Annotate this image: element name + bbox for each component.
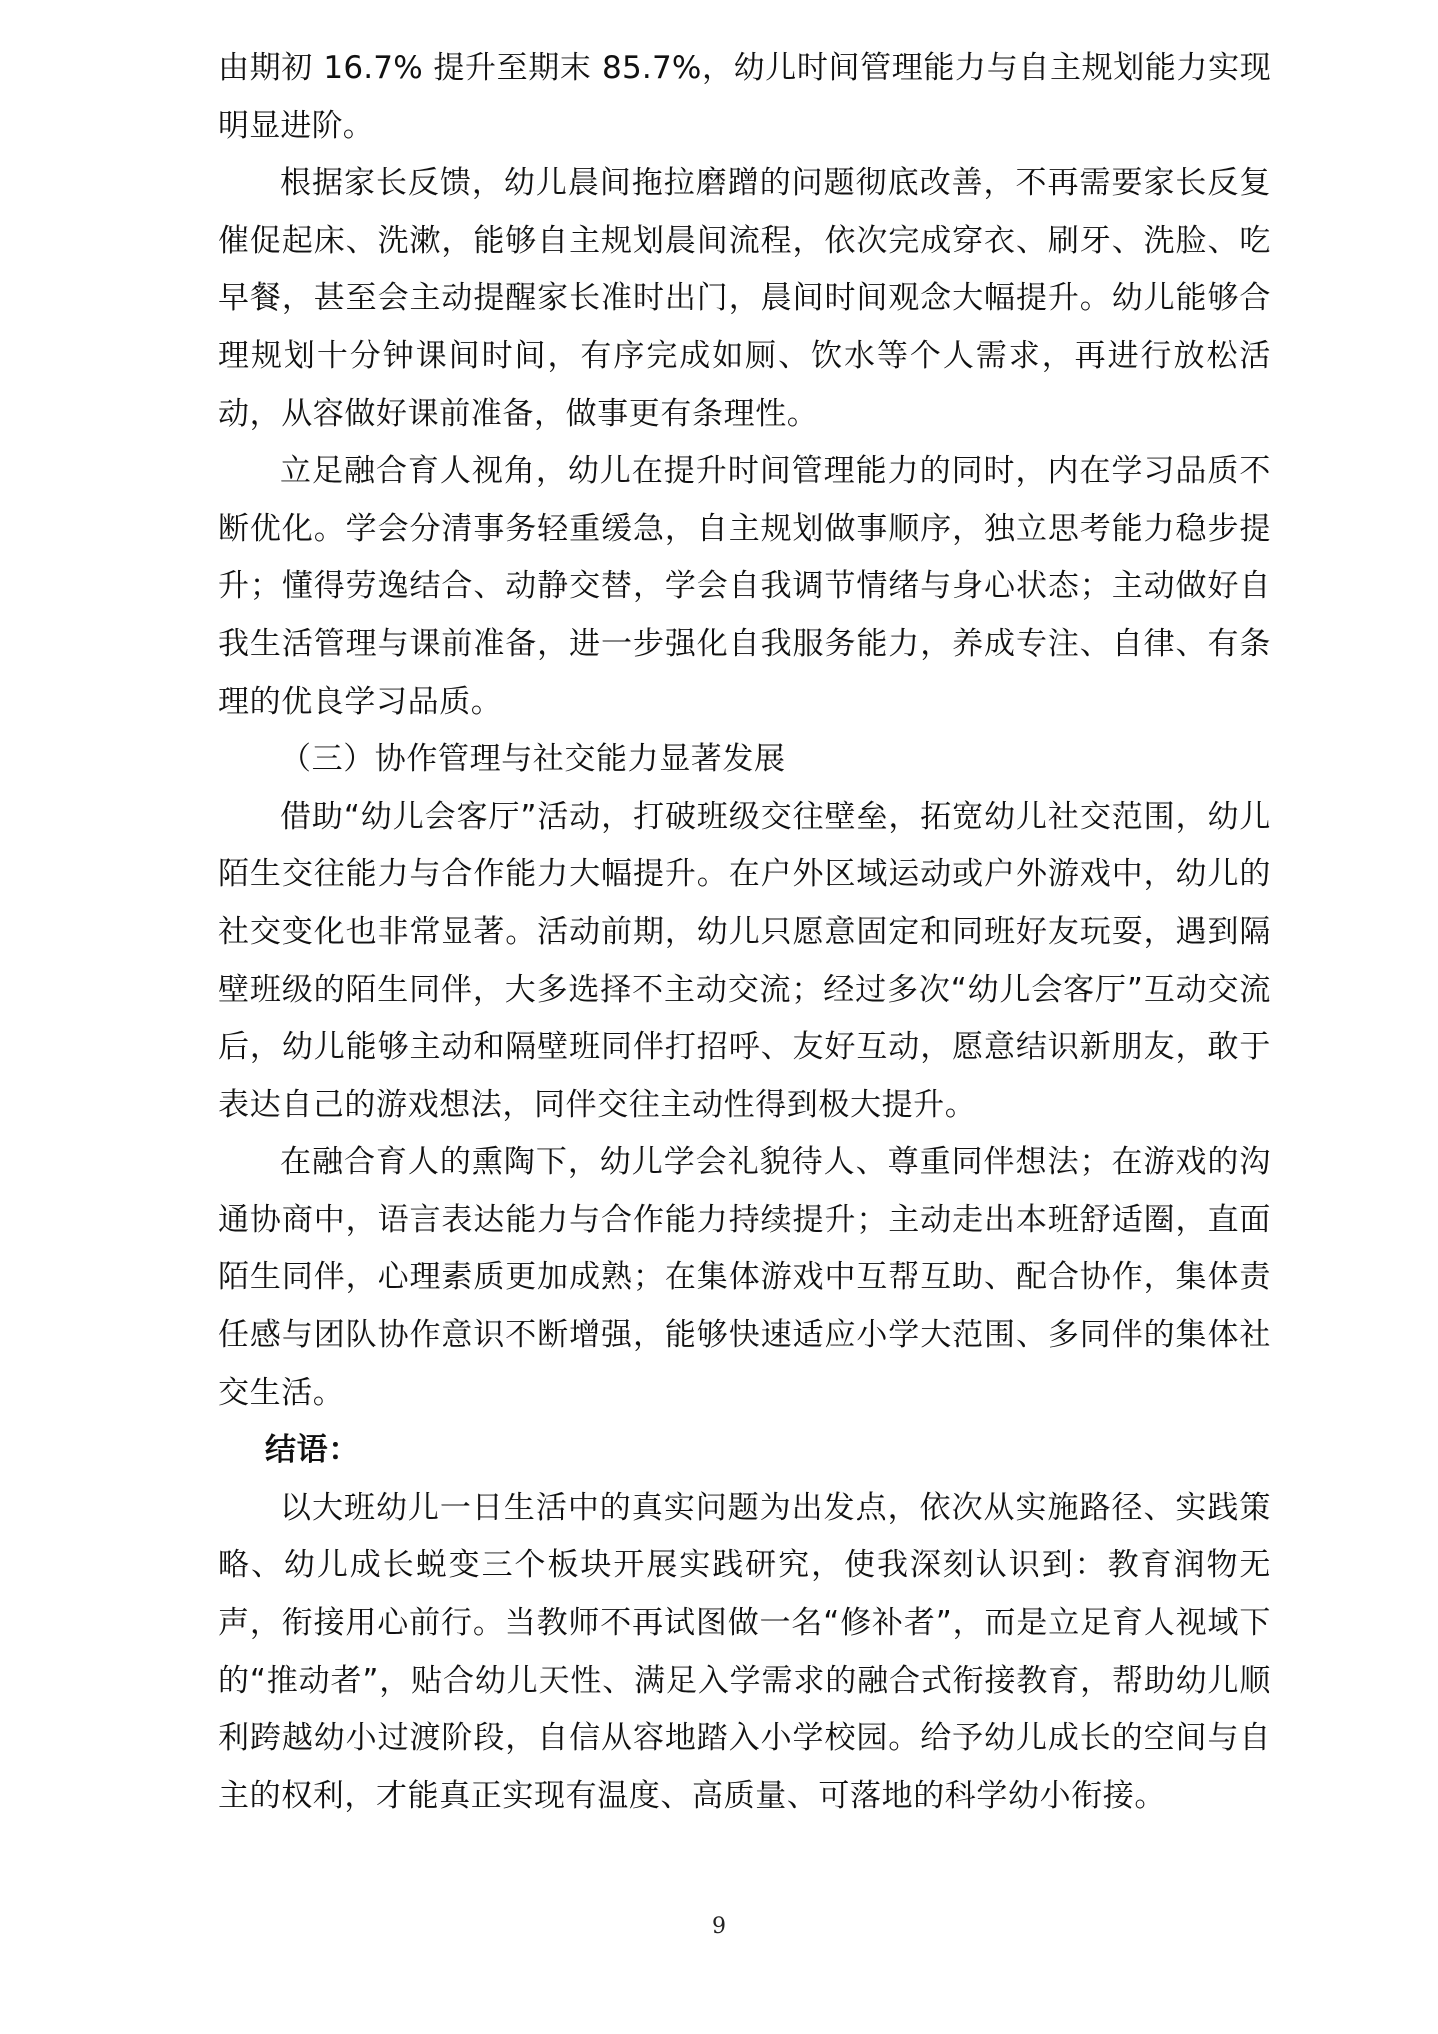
paragraph-learning-quality: 立足融合育人视角，幼儿在提升时间管理能力的同时，内在学习品质不断优化。学会分清事务轻重缓急，自主规划做事顺序，独立思考能力稳步提升；懂得劳逸结合、动静交替，学会自我调节情绪与身心状态；主动做好自我生活管理与课前准备，进一步强化自我服务能力，养成专注、自律、有条理的优良学习品质。 <box>218 453 1271 720</box>
section-heading-social-skills: （三）协作管理与社交能力显著发展 <box>280 741 786 778</box>
paragraph-continued-percentages: 由期初 16.7% 提升至期末 85.7%，幼儿时间管理能力与自主规划能力实现明显进阶。 <box>218 50 1271 144</box>
paragraph-conclusion: 以大班幼儿一日生活中的真实问题为出发点，依次从实施路径、实践策略、幼儿成长蜕变三个板块开展实践研究，使我深刻认识到：教育润物无声，衔接用心前行。当教师不再试图做一名“修补者”，而是立足育人视域下的“推动者”，贴合幼儿天性、满足入学需求的融合式衔接教育，帮助幼儿顺利跨越幼小过渡阶段，自信从容地踏入小学校园。给予幼儿成长的空间与自主的权利，才能真正实现有温度、高质量、可落地的科学幼小衔接。 <box>218 1489 1271 1814</box>
document-body <box>218 40 1271 1825</box>
paragraph-guest-hall-activity: 借助“幼儿会客厅”活动，打破班级交往壁垒，拓宽幼儿社交范围，幼儿陌生交往能力与合作能力大幅提升。在户外区域运动或户外游戏中，幼儿的社交变化也非常显著。活动前期，幼儿只愿意固定和同班好友玩耍，遇到隔壁班级的陌生同伴，大多选择不主动交流；经过多次“幼儿会客厅”互动交流后，幼儿能够主动和隔壁班同伴打招呼、友好互动，愿意结识新朋友，敢于表达自己的游戏想法，同伴交往主动性得到极大提升。 <box>218 798 1271 1123</box>
paragraph-parent-feedback: 根据家长反馈，幼儿晨间拖拉磨蹭的问题彻底改善，不再需要家长反复催促起床、洗漱，能够自主规划晨间流程，依次完成穿衣、刷牙、洗脸、吃早餐，甚至会主动提醒家长准时出门，晨间时间观念大幅提升。幼儿能够合理规划十分钟课间时间，有序完成如厕、饮水等个人需求，再进行放松活动，从容做好课前准备，做事更有条理性。 <box>218 165 1271 432</box>
page-number: 9 <box>712 1914 726 1939</box>
conclusion-heading: 结语： <box>265 1432 360 1469</box>
paragraph-integrated-education: 在融合育人的熏陶下，幼儿学会礼貌待人、尊重同伴想法；在游戏的沟通协商中，语言表达能力与合作能力持续提升；主动走出本班舒适圈，直面陌生同伴，心理素质更加成熟；在集体游戏中互帮互助、配合协作，集体责任感与团队协作意识不断增强，能够快速适应小学大范围、多同伴的集体社交生活。 <box>218 1144 1271 1411</box>
